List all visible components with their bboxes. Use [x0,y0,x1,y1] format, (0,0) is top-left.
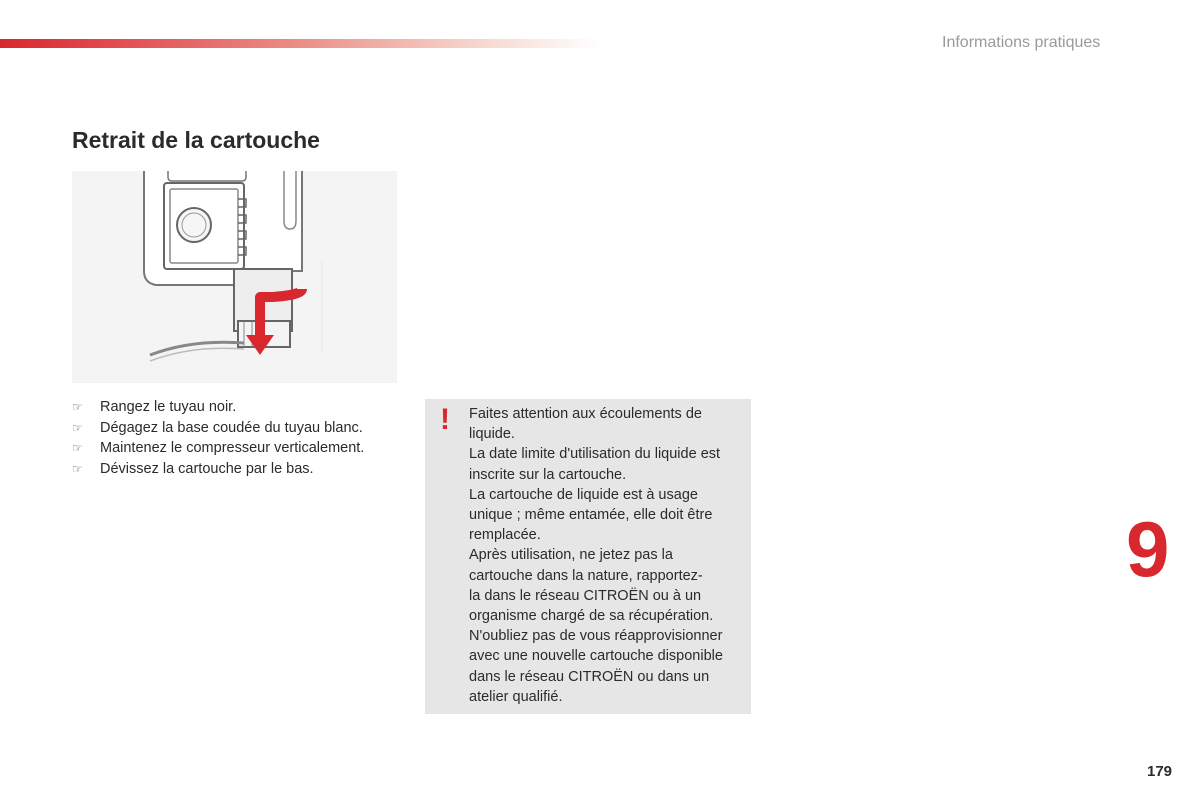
steps-list [72,397,364,479]
compressor-diagram [72,171,397,383]
exclamation-icon: ! [440,403,450,436]
warning-line: atelier qualifié. [469,688,563,705]
list-item [72,438,364,459]
list-item [72,397,364,418]
warning-text [469,404,747,707]
page-number: 179 [1147,763,1173,780]
warning-line: Après utilisation, ne jetez pas la [469,547,673,564]
warning-line: La date limite d'utilisation du liquide est [469,446,721,463]
step-text: Dévissez la cartouche par le bas. [100,460,314,477]
section-header: Informations pratiques [942,34,1101,51]
warning-line: dans le réseau CITROËN ou dans un [469,668,710,685]
warning-line: unique ; même entamée, elle doit être [469,507,713,524]
warning-line: avec une nouvelle cartouche disponible [469,648,723,665]
warning-box [425,399,751,714]
pointing-hand-icon: ☞ [72,461,83,476]
list-item [72,459,364,480]
list-item [72,418,364,439]
warning-line: la dans le réseau CITROËN ou à un [469,587,702,604]
pointing-hand-icon: ☞ [72,420,83,435]
warning-line: cartouche dans la nature, rapportez- [469,567,703,584]
pointing-hand-icon: ☞ [72,441,83,455]
warning-line: organisme chargé de sa récupération. [469,608,714,625]
step-text: Dégagez la base coudée du tuyau blanc. [100,419,363,436]
warning-line: La cartouche de liquide est à usage [469,486,698,503]
pointing-hand-icon: ☞ [72,400,83,414]
warning-line: liquide. [469,426,515,443]
warning-line: N'oubliez pas de vous réapprovisionner [469,628,723,645]
chapter-number: 9 [1126,505,1170,593]
step-text: Maintenez le compresseur verticalement. [100,440,365,456]
header-accent-bar [0,39,600,48]
page-title: Retrait de la cartouche [72,127,320,153]
cartridge-removal-illustration [72,171,397,383]
warning-line: Faites attention aux écoulements de [469,406,702,422]
warning-line: remplacée. [469,527,541,544]
step-text: Rangez le tuyau noir. [100,399,237,415]
warning-line: inscrite sur la cartouche. [469,466,627,483]
